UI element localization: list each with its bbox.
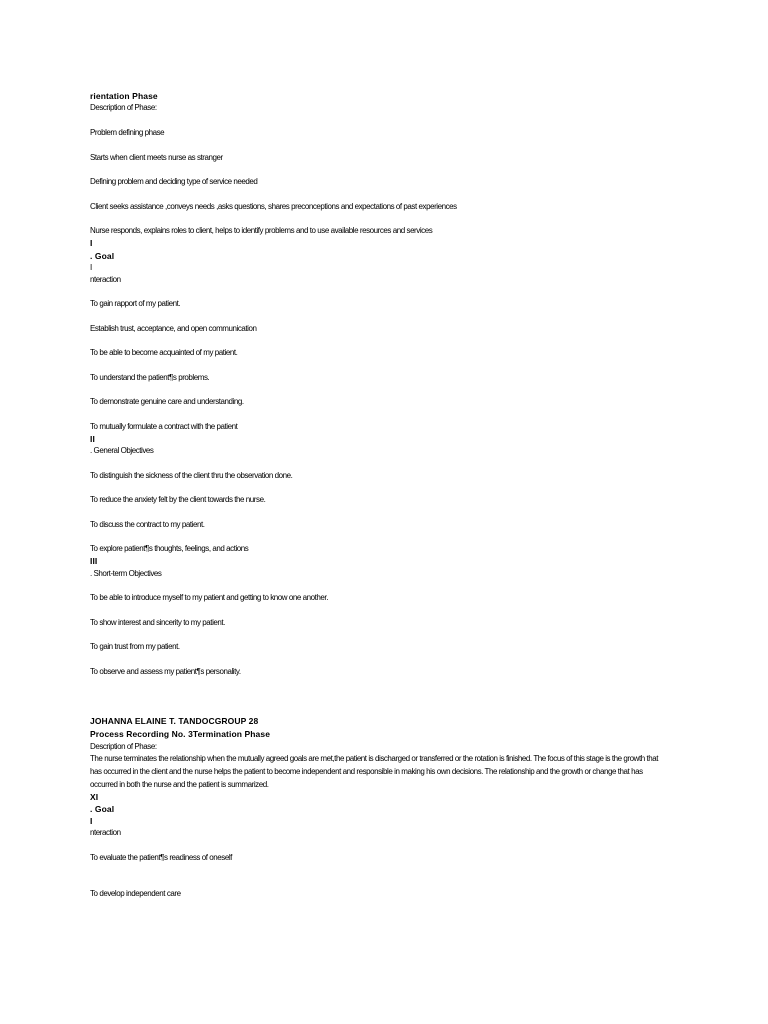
list-item: Defining problem and deciding type of service needed [90, 177, 258, 186]
section-heading: rientation Phase [90, 91, 158, 101]
objective-item: To discuss the contract to my patient. [90, 520, 205, 529]
general-objectives-heading: . General Objectives [90, 446, 154, 455]
goal-item: To demonstrate genuine care and understanding. [90, 397, 244, 406]
goal-item: Establish trust, acceptance, and open communication [90, 324, 257, 333]
goal-item: To gain rapport of my patient. [90, 299, 181, 308]
list-item: Starts when client meets nurse as stranger [90, 153, 223, 162]
description-label: Description of Phase: [90, 742, 157, 751]
list-item: Nurse responds, explains roles to client, helps to identify problems and to use available resources and services [90, 226, 433, 235]
list-item: Problem defining phase [90, 128, 165, 137]
roman-numeral: I [90, 238, 93, 248]
goal-item: To be able to become acquainted of my patient. [90, 348, 238, 357]
goal-item: To develop independent care [90, 889, 181, 898]
objective-item: To observe and assess my patient¶s personality. [90, 667, 241, 676]
goal-item: To evaluate the patient¶s readiness of oneself [90, 853, 232, 862]
goal-item: To understand the patient¶s problems. [90, 373, 210, 382]
description-text-line: has occurred in the client and the nurse helps the patient to become independent and responsible in making his own decisions. The relationship and the growth or change that has [90, 767, 643, 776]
roman-numeral: XI [90, 792, 99, 802]
goal-item: To mutually formulate a contract with the patient [90, 422, 238, 431]
objective-item: To distinguish the sickness of the client thru the observation done. [90, 471, 293, 480]
goal-heading: . Goal [90, 804, 115, 814]
list-item: Client seeks assistance ,conveys needs ,asks questions, shares preconceptions and expectations of past experiences [90, 202, 457, 211]
goal-heading: . Goal [90, 251, 115, 261]
description-label: Description of Phase: [90, 103, 157, 112]
description-text-line: The nurse terminates the relationship when the mutually agreed goals are met,the patient is discharged or transferred or the rotation is finished. The focus of this stage is the growth that [90, 754, 659, 763]
description-text-line: occurred in both the nurse and the patient is summarized. [90, 780, 269, 789]
short-term-objectives-heading: . Short-term Objectives [90, 569, 162, 578]
interaction-initial: I [90, 816, 93, 826]
objective-item: To gain trust from my patient. [90, 642, 180, 651]
interaction-label: nteraction [90, 275, 121, 284]
interaction-label: nteraction [90, 828, 121, 837]
author-line: JOHANNA ELAINE T. TANDOCGROUP 28 [90, 716, 259, 726]
roman-numeral: III [90, 556, 98, 566]
objective-item: To show interest and sincerity to my patient. [90, 618, 225, 627]
objective-item: To reduce the anxiety felt by the client towards the nurse. [90, 495, 266, 504]
objective-item: To be able to introduce myself to my patient and getting to know one another. [90, 593, 328, 602]
roman-numeral: II [90, 434, 95, 444]
interaction-initial: I [90, 263, 92, 272]
recording-title: Process Recording No. 3Termination Phase [90, 729, 271, 739]
objective-item: To explore patient¶s thoughts, feelings, and actions [90, 544, 249, 553]
